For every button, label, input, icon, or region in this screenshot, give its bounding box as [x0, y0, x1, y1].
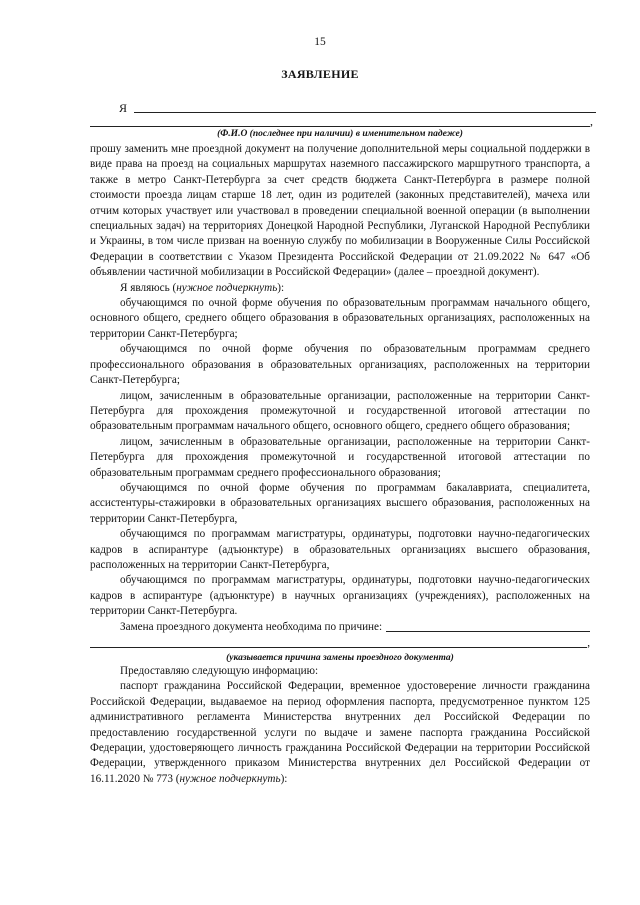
status-option[interactable]: обучающимся по программам магистратуры, ординатуры, подготовки научно-педагогических кадров в аспирантуре (адъюнктуре) в образовательных организациях высшего образования, расположенных на территории Санкт-Петербурга,	[90, 528, 590, 571]
reason-comma: ,	[587, 636, 590, 649]
status-intro-note: нужное подчеркнуть	[176, 281, 278, 294]
applicant-comma: ,	[590, 114, 593, 128]
status-option[interactable]: обучающимся по очной форме обучения по образовательным программам среднего профессионального образования в образовательных организациях, расположенных на территории Санкт-Петербурга;	[90, 343, 590, 387]
applicant-name-row	[119, 101, 596, 117]
passport-paragraph[interactable]: паспорт гражданина Российской Федерации, временное удостоверение личности гражданина Российской Федерации, выдаваемое на период оформления паспорта, предусмотренное пунктом 125 административного регламента Министерства внутренних дел Российской Федерации по предоставлению государственной услуги по выдаче и замене паспорта гражданина Российской Федерации, удостоверяющего личность гражданина Российской Федерации на территории Российской Федерации, утвержденного приказом Министерства внутренних дел Российской Федерации от 16.11.2020 № 773 (нужное подчеркнуть):	[90, 680, 590, 785]
status-option[interactable]: лицом, зачисленным в образовательные организации, расположенные на территории Санкт-Петербурга для прохождения промежуточной и государственной итоговой аттестации по образовательным программам начального общего, основного общего, среднего общего образования;	[90, 389, 590, 433]
reason-row	[90, 620, 590, 635]
status-option[interactable]: обучающимся по очной форме обучения по образовательным программам начального общего, основного общего, среднего общего образования в образовательных организациях, расположенных на территории Санкт-Петербурга;	[90, 297, 590, 340]
reason-field-continued-row	[90, 635, 590, 651]
info-intro: Предоставляю следующую информацию:	[120, 665, 319, 677]
status-option[interactable]: лицом, зачисленным в образовательные организации, расположенные на территории Санкт-Петербурга для прохождения промежуточной и государственной итоговой аттестации по образовательным программам среднего профессионального образования;	[90, 435, 590, 479]
applicant-name-caption: (Ф.И.О (последнее при наличии) в именительном падеже)	[217, 129, 463, 139]
document-body	[90, 142, 590, 787]
reason-caption: (указывается причина замены проездного документа)	[226, 653, 454, 663]
applicant-name-field-continued[interactable]	[90, 126, 590, 127]
reason-field-continued[interactable]	[90, 647, 587, 648]
document-title: ЗАЯВЛЕНИЕ	[281, 67, 359, 81]
reason-label: Замена проездного документа необходима по причине:	[120, 620, 383, 633]
applicant-prefix: Я	[119, 101, 128, 115]
request-paragraph: прошу заменить мне проездной документ на получение дополнительной меры социальной поддержки в виде права на проезд на социальных маршрутах наземного пассажирского маршрутного транспорта, а также в метро Санкт-Петербурга за счет средств бюджета Санкт-Петербурга в размере полной стоимости проезда лицам старше 18 лет, один из родителей (законных представителей), мачеха или отчим которых участвует или участвовал в проведении специальной военной операции (в выполнении специальных задач) на территориях Донецкой Народной Республики, Луганской Народной Республики и Украины, в том числе призван на военную службу по мобилизации в Вооруженные Силы Российской Федерации в соответствии с Указом Президента Российской Федерации от 21.09.2022 № 647 «Об объявлении частичной мобилизации в Российской Федерации» (далее – проездной документ).	[90, 143, 590, 279]
passport-note: нужное подчеркнуть	[179, 772, 281, 785]
page-number: 15	[314, 36, 326, 48]
status-intro: Я являюсь (нужное подчеркнуть):	[120, 281, 285, 294]
applicant-name-field[interactable]	[134, 112, 596, 113]
status-option[interactable]: обучающимся по программам магистратуры, ординатуры, подготовки научно-педагогических кадров в аспирантуре (адъюнктуре) в научных организациях (учреждениях), расположенных на территории Санкт-Петербурга.	[90, 574, 590, 618]
status-option[interactable]: обучающимся по очной форме обучения по программам бакалавриата, специалитета, ассистентуры-стажировки в образовательных организациях высшего образования, расположенных на территории Санкт-Петербурга,	[90, 481, 590, 525]
reason-field[interactable]	[386, 621, 590, 632]
